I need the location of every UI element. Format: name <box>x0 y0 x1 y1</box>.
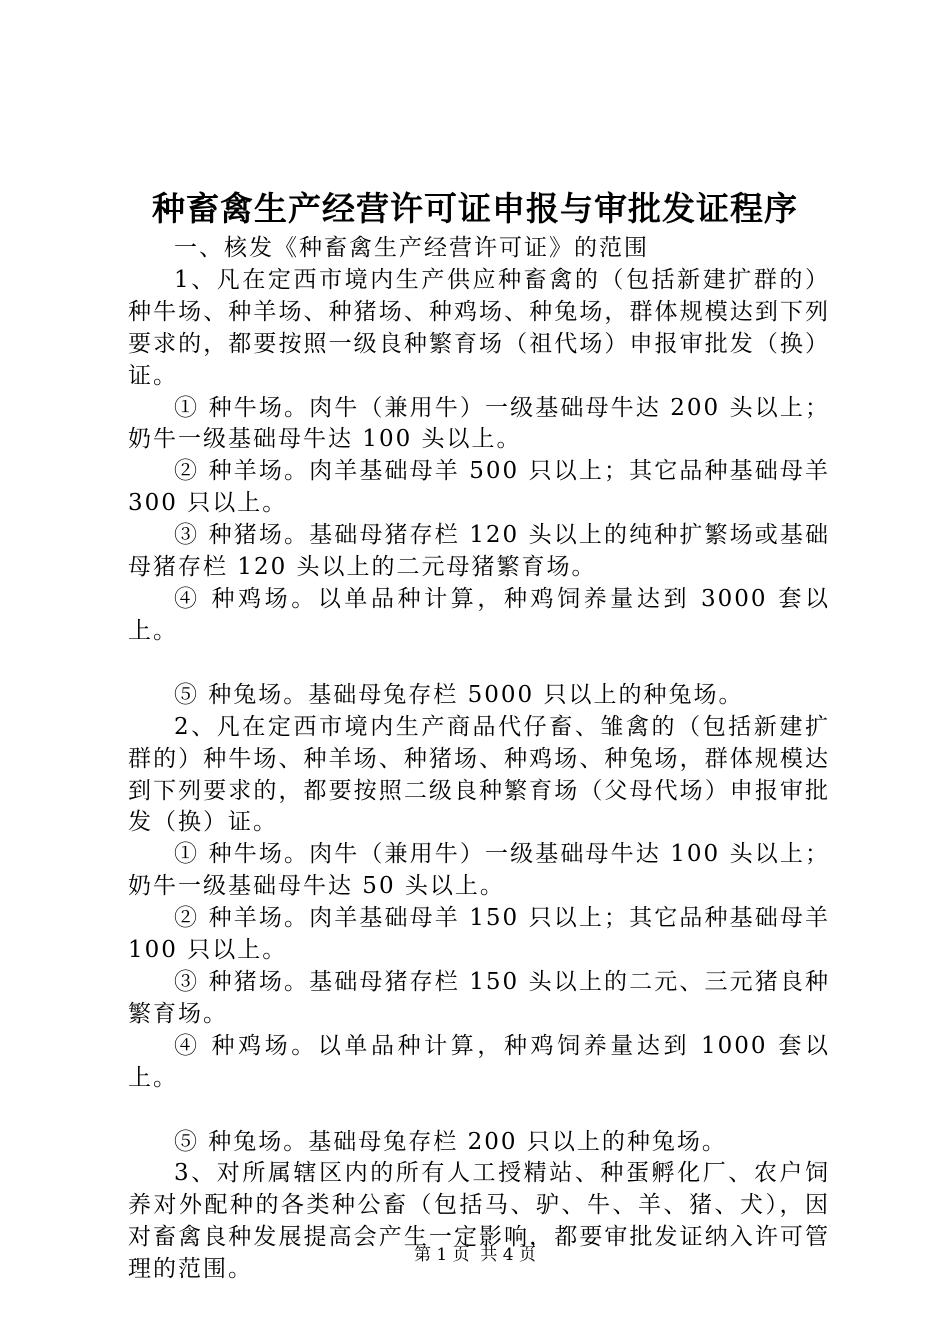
clause-1: 1、凡在定西市境内生产供应种畜禽的（包括新建扩群的）种牛场、种羊场、种猪场、种鸡场、种兔场，群体规模达到下列要求的，都要按照一级良种繁育场（祖代场）申报审批发（换）证。 <box>128 266 830 389</box>
clause-3: 3、对所属辖区内的所有人工授精站、种蛋孵化厂、农户饲养对外配种的各类种公畜（包括马、驴、牛、羊、猪、犬），因对畜禽良种发展提高会产生一定影响，都要审批发证纳入许可管理的范围。 <box>128 1160 830 1283</box>
clause-2-item-2: ② 种羊场。肉羊基础母羊 150 只以上；其它品种基础母羊 100 只以上。 <box>128 905 830 964</box>
document-body <box>128 233 830 1286</box>
clause-1-item-2: ② 种羊场。肉羊基础母羊 500 只以上；其它品种基础母羊 300 只以上。 <box>128 458 830 517</box>
clause-1-item-4: ④ 种鸡场。以单品种计算，种鸡饲养量达到 3000 套以上。 <box>128 585 830 644</box>
clause-2-item-5: ⑤ 种兔场。基础母兔存栏 200 只以上的种兔场。 <box>174 1128 727 1155</box>
clause-2-item-1: ① 种牛场。肉牛（兼用牛）一级基础母牛达 100 头以上；奶牛一级基础母牛达 50 头以上。 <box>128 841 830 900</box>
footer-separator <box>470 1245 481 1265</box>
clause-2-item-3: ③ 种猪场。基础母猪存栏 150 头以上的二元、三元猪良种繁育场。 <box>128 968 830 1027</box>
page-number: 第 1 页 <box>413 1245 470 1265</box>
clause-2: 2、凡在定西市境内生产商品代仔畜、雏禽的（包括新建扩群的）种牛场、种羊场、种猪场、种鸡场、种兔场，群体规模达到下列要求的，都要按照二级良种繁育场（父母代场）申报审批发（换）证。 <box>128 713 830 836</box>
section-heading-1: 一、核发《种畜禽生产经营许可证》的范围 <box>174 235 649 261</box>
clause-2-item-4: ④ 种鸡场。以单品种计算，种鸡饲养量达到 1000 套以上。 <box>128 1032 830 1091</box>
clause-1-item-5: ⑤ 种兔场。基础母兔存栏 5000 只以上的种兔场。 <box>174 681 744 708</box>
page-total: 共 4 页 <box>480 1245 537 1265</box>
page-footer <box>0 1243 950 1267</box>
document-title: 种畜禽生产经营许可证申报与审批发证程序 <box>152 189 798 228</box>
clause-1-item-3: ③ 种猪场。基础母猪存栏 120 头以上的纯种扩繁场或基础母猪存栏 120 头以上的二元母猪繁育场。 <box>128 522 830 581</box>
clause-1-item-1: ① 种牛场。肉牛（兼用牛）一级基础母牛达 200 头以上；奶牛一级基础母牛达 100 头以上。 <box>128 394 830 453</box>
